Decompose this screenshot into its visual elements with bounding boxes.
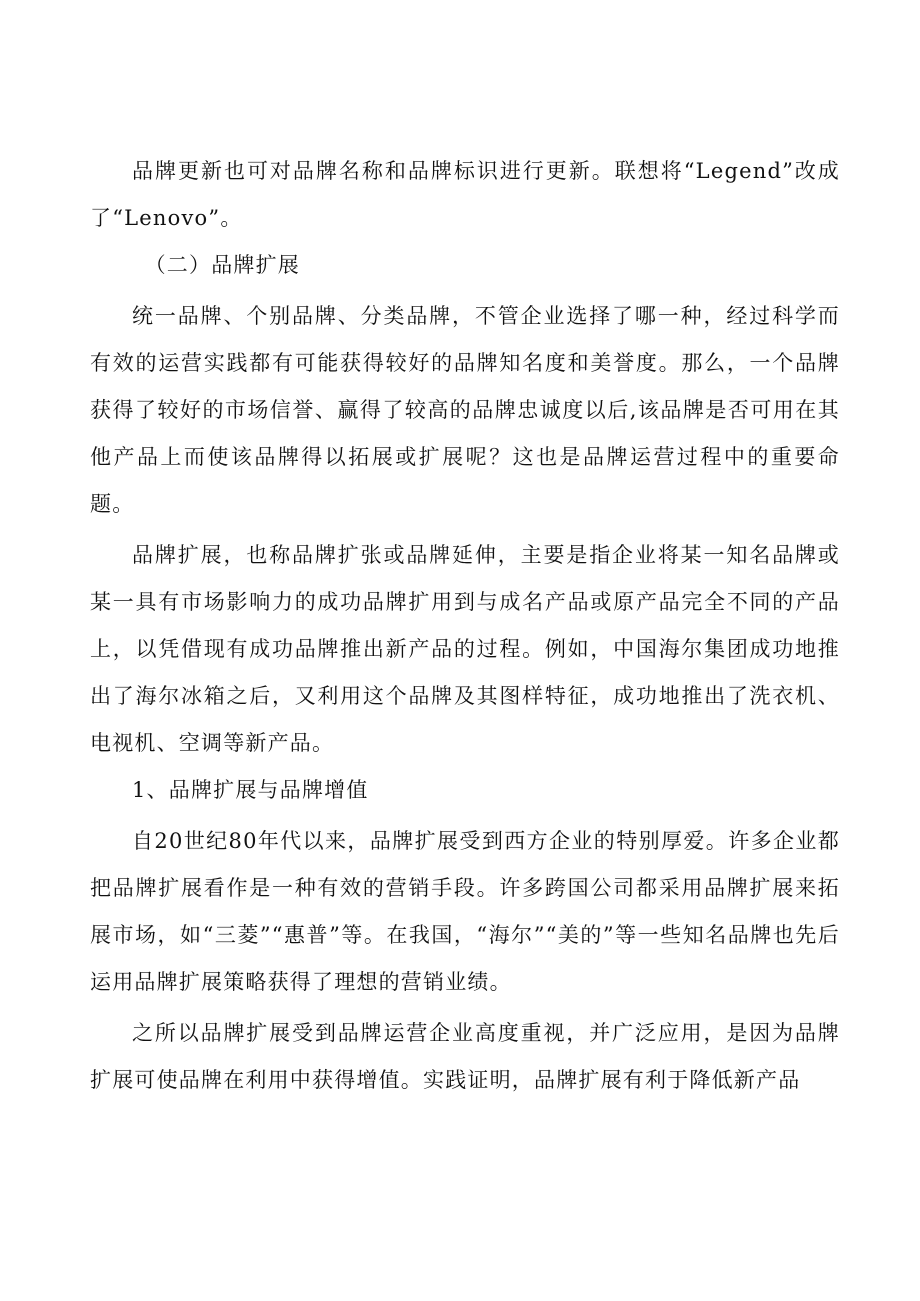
paragraph-brand-extension-definition: 品牌扩展，也称品牌扩张或品牌延伸，主要是指企业将某一知名品牌或某一具有市场影响力的成功品牌扩用到与成名产品或原产品完全不同的产品上，以凭借现有成功品牌推出新产品的过程。例如，中国海尔集团成功地推出了海尔冰箱之后，又利用这个品牌及其图样特征，成功地推出了洗衣机、电视机、空调等新产品。 bbox=[90, 543, 840, 755]
document-body bbox=[90, 148, 840, 1104]
subheading-brand-value: 1、品牌扩展与品牌增值 bbox=[132, 778, 369, 802]
paragraph-brand-appreciation: 之所以品牌扩展受到品牌运营企业高度重视，并广泛应用，是因为品牌扩展可使品牌在利用中获得增值。实践证明，品牌扩展有利于降低新产品 bbox=[90, 1021, 840, 1092]
section-heading-brand-extension: （二）品牌扩展 bbox=[144, 253, 300, 277]
paragraph-western-enterprises: 自20世纪80年代以来，品牌扩展受到西方企业的特别厚爱。许多企业都把品牌扩展看作是一种有效的营销手段。许多跨国公司都采用品牌扩展来拓展市场，如“三菱”“惠普”等。在我国，“海尔”“美的”等一些知名品牌也先后运用品牌扩展策略获得了理想的营销业绩。 bbox=[90, 829, 840, 994]
paragraph-brand-update: 品牌更新也可对品牌名称和品牌标识进行更新。联想将“Legend”改成了“Lenovo”。 bbox=[90, 159, 840, 230]
paragraph-brand-strategy: 统一品牌、个别品牌、分类品牌，不管企业选择了哪一种，经过科学而有效的运营实践都有可能获得较好的品牌知名度和美誉度。那么，一个品牌获得了较好的市场信誉、赢得了较高的品牌忠诚度以后,该品牌是否可用在其他产品上而使该品牌得以拓展或扩展呢？这也是品牌运营过程中的重要命题。 bbox=[90, 304, 840, 516]
